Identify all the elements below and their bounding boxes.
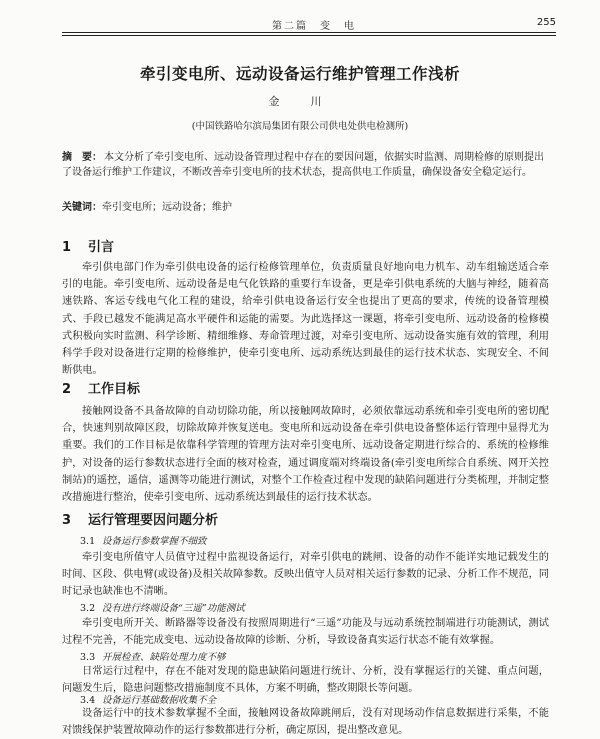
abstract — [62, 150, 552, 180]
paper-title: 牵引变电所、远动设备运行维护管理工作浅析 — [139, 65, 460, 83]
section-heading — [62, 378, 140, 397]
subsection-heading — [80, 692, 216, 706]
section-heading — [62, 236, 114, 255]
keywords-text: 牵引变电所；远动设备；维护 — [102, 202, 232, 213]
section-title: 引言 — [88, 240, 115, 255]
subsection-number: 3.1 — [80, 536, 96, 547]
header-rule — [62, 32, 556, 33]
section-number: 1 — [62, 240, 72, 255]
affiliation: (中国铁路哈尔滨局集团有限公司供电处供电检测所) — [191, 121, 409, 132]
page-number: 255 — [536, 17, 556, 28]
keywords — [62, 198, 552, 213]
abstract-label: 摘 要： — [62, 152, 102, 163]
subsection-title: 开展检查、缺陷处理力度不够 — [102, 652, 226, 663]
subsection-title: 设备运行参数掌握不细致 — [102, 536, 207, 547]
subsection-title: 设备运行基础数据收集不全 — [102, 695, 217, 706]
subsection-heading — [80, 649, 226, 663]
subsection-paragraph: 日常运行过程中，存在不能对发现的隐患缺陷问题进行统计、分析，没有掌握运行的关键、重点问题，问题发生后，隐患问题整改措施制度不具体，方案不明确，整改期限长等问题。 — [62, 666, 549, 695]
subsection-paragraph: 牵引变电所开关、断路器等设备没有按照周期进行“三遥”功能及与远动系统控制端进行功能测试，测试过程不完善，不能完成变电、远动设备故障的诊断、分析，导致设备真实运行状态不能有效掌握。 — [62, 618, 549, 647]
subsection-number: 3.4 — [80, 695, 96, 706]
subsection-paragraph: 设备运行中的技术参数掌握不全面，接触网设备故障跳闸后，没有对现场动作信息数据进行采集，不能对馈线保护装置故障动作的运行参数都进行分析，确定原因，提出整改意见。 — [62, 708, 549, 737]
subsection-number: 3.3 — [80, 652, 96, 663]
section-heading — [62, 509, 218, 528]
subsection-heading — [80, 600, 245, 614]
section-number: 2 — [62, 382, 72, 397]
subsection-title: 没有进行终端设备“三遥”功能测试 — [102, 603, 245, 614]
section-paragraph: 牵引供电部门作为牵引供电设备的运行检修管理单位，负责质量良好地向电力机车、动车组输送适合牵引的电能。牵引变电所、远动设备是电气化铁路的重要行车设备，更是牵引供电系统的大脑与神经，随着高速铁路、客运专线电气化工程的建设，给牵引供电设备运行安全也提出了更高的要求，传统的设备管理模式、手段已越发不能满足高水平硬件和运能的需要。为此选择这一课题，将牵引变电所、远动设备的检修模式积极向实时监测、科学诊断、精细维修、寿命管理过渡，对牵引变电所、远动设备实施有效的管理，利用科学手段对设备进行定期的检修维护，使牵引变电所、远动系统达到最佳的运行技术状态、实现安全、不间断供电。 — [62, 262, 549, 377]
subsection-paragraph: 牵引变电所值守人员值守过程中监视设备运行，对牵引供电的跳闸、设备的动作不能详实地记载发生的时间、区段、供电臂(或设备)及相关故障参数。反映出值守人员对相关运行参数的记录、分析工作不规范，同时记录也缺准也不清晰。 — [62, 552, 549, 598]
subsection-heading — [80, 533, 207, 547]
section-paragraph: 接触网设备不具备故障的自动切除功能，所以接触网故障时，必须依靠远动系统和牵引变电所的密切配合，快速判别故障区段，切除故障并恢复送电。变电所和远动设备在牵引供电设备整体运行管理中显得尤为重要。我们的工作目标是依靠科学管理的管理方法对牵引变电所、远动设备定期进行综合的、系统的检修维护，对设备的运行参数状态进行全面的核对检查，通过调度端对终端设备(牵引变电所综合自系统、网开关控制站)的遥控，遥信，遥测等功能进行测试，对整个工作检查过程中发现的缺陷问题进行分类梳理，并制定整改措施进行整治，使牵引变电所、远动系统达到最佳的运行技术状态。 — [62, 406, 549, 504]
author: 金 川 — [268, 95, 332, 108]
header-rule — [62, 35, 556, 36]
abstract-text: 本文分析了牵引变电所、远动设备管理过程中存在的要因问题，依据实时监测、周期检修的原则提出了设备运行维护工作建议，不断改善牵引变电所的技术状态，提高供电工作质量，确保设备安全稳定运行。 — [62, 152, 544, 178]
header-section-label: 第二篇 变 电 — [272, 21, 356, 32]
section-number: 3 — [62, 513, 72, 528]
running-header — [62, 14, 556, 34]
subsection-number: 3.2 — [80, 603, 96, 614]
section-title: 工作目标 — [88, 382, 141, 397]
section-title: 运行管理要因问题分析 — [88, 513, 219, 528]
keywords-label: 关键词： — [62, 202, 102, 213]
